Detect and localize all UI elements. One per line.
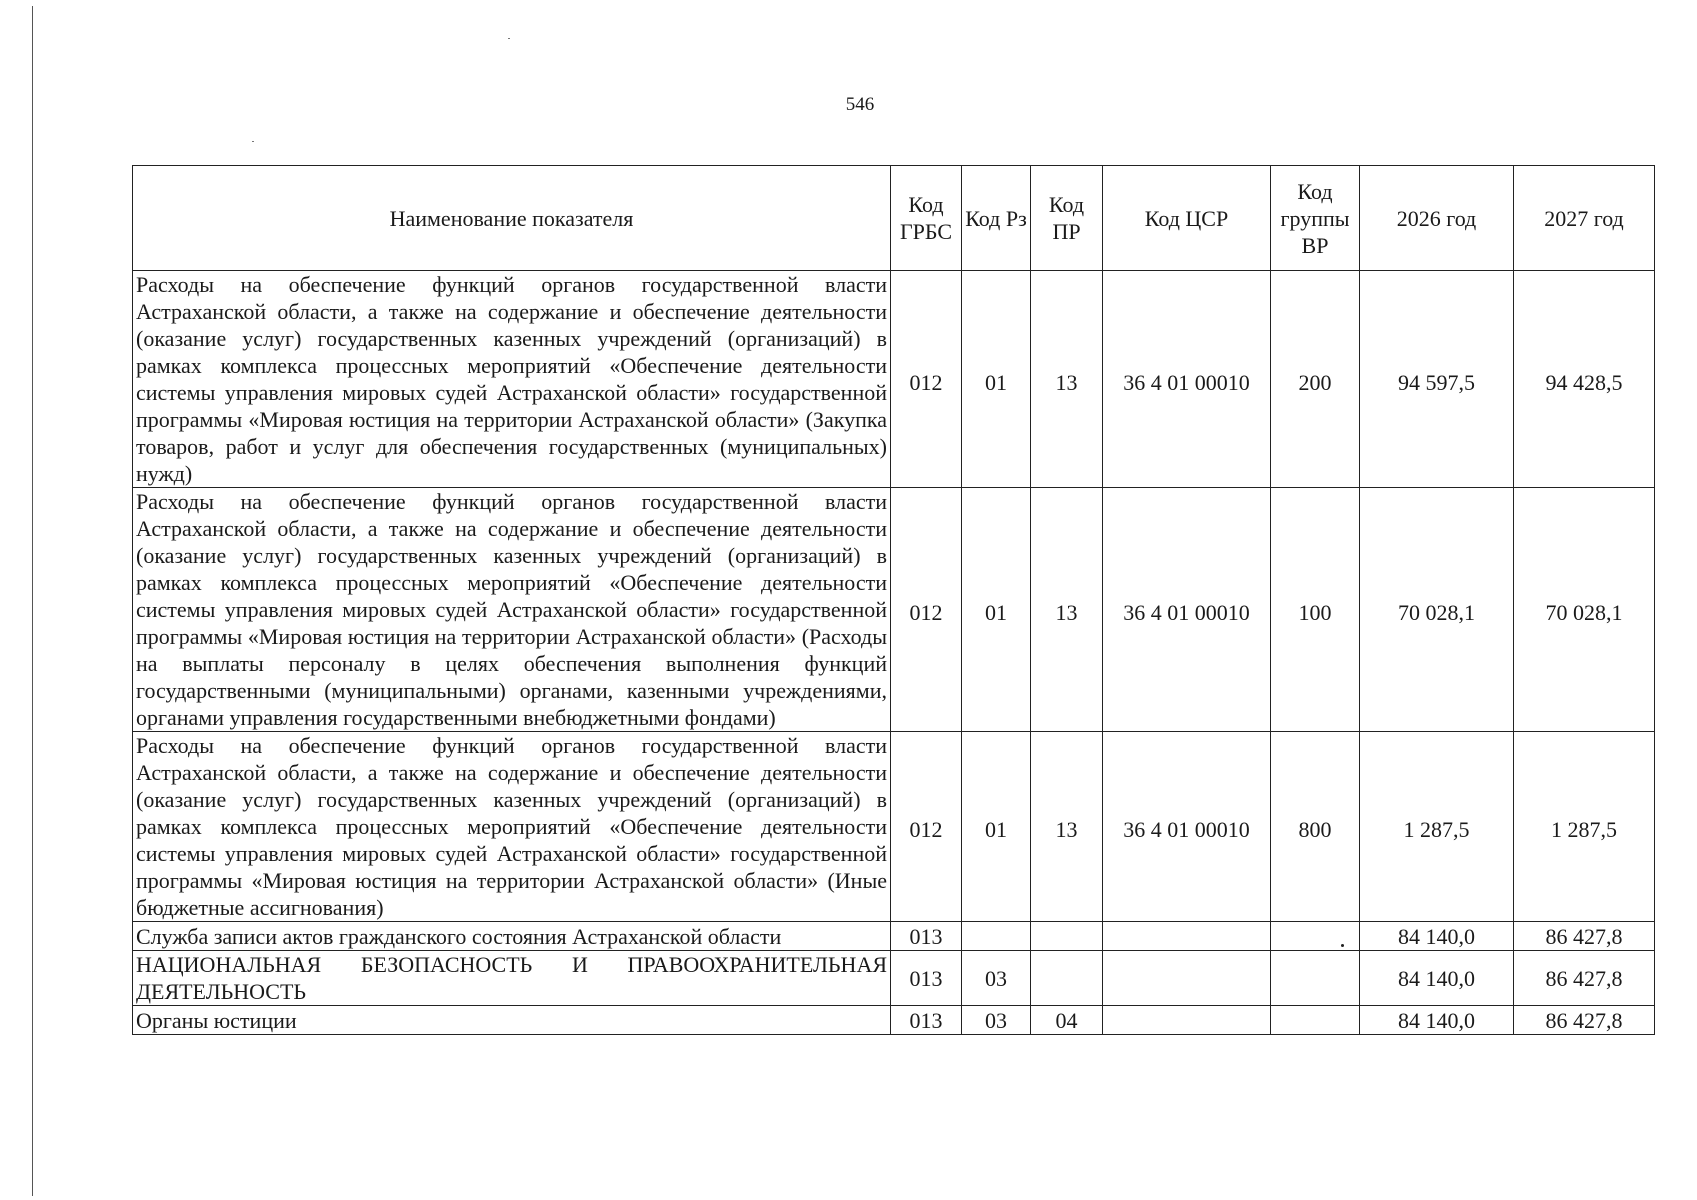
table-row [133,922,1655,951]
scan-dot [1341,944,1344,947]
table-row [133,1006,1655,1035]
row-csr [1103,951,1271,1006]
row-vr: 100 [1271,488,1360,732]
row-vr [1271,951,1360,1006]
row-2027: 70 028,1 [1514,488,1655,732]
binding-margin-line [32,6,33,1196]
row-pr: 13 [1031,488,1103,732]
row-rz: 01 [962,488,1031,732]
row-2027: 86 427,8 [1514,1006,1655,1035]
row-grbs: 012 [891,488,962,732]
table-row [133,732,1655,922]
row-2026: 70 028,1 [1360,488,1514,732]
row-pr [1031,951,1103,1006]
row-vr [1271,1006,1360,1035]
scan-speck [508,38,510,39]
row-name: Расходы на обеспечение функций органов государственной власти Астраханской области, а также на содержание и обеспечение деятельности (оказание услуг) государственных казенных учреждений (организаций) в рамках комплекса процессных мероприятий «Обеспечение деятельности системы управления мировых судей Астраханской области» государственной программы «Мировая юстиция на территории Астраханской области» (Расходы на выплаты персоналу в целях обеспечения выполнения функций государственными (муниципальными) органами, казенными учреждениями, органами управления государственными внебюджетными фондами) [133,488,891,732]
table-header-row [133,166,1655,271]
row-pr: 13 [1031,271,1103,488]
row-name: Органы юстиции [133,1006,891,1035]
row-vr: 200 [1271,271,1360,488]
row-2027: 86 427,8 [1514,951,1655,1006]
header-grbs: Код ГРБС [891,166,962,271]
row-grbs: 013 [891,922,962,951]
row-csr [1103,1006,1271,1035]
page-number: 546 [845,94,875,115]
row-pr [1031,922,1103,951]
row-pr: 04 [1031,1006,1103,1035]
header-rz: Код Рз [962,166,1031,271]
row-2026: 84 140,0 [1360,951,1514,1006]
row-pr: 13 [1031,732,1103,922]
row-2026: 84 140,0 [1360,1006,1514,1035]
header-name: Наименование показателя [133,166,891,271]
row-csr: 36 4 01 00010 [1103,271,1271,488]
row-grbs: 013 [891,951,962,1006]
row-2026: 1 287,5 [1360,732,1514,922]
row-rz: 03 [962,951,1031,1006]
row-2027: 94 428,5 [1514,271,1655,488]
row-2026: 94 597,5 [1360,271,1514,488]
row-rz: 01 [962,271,1031,488]
row-name: Расходы на обеспечение функций органов государственной власти Астраханской области, а также на содержание и обеспечение деятельности (оказание услуг) государственных казенных учреждений (организаций) в рамках комплекса процессных мероприятий «Обеспечение деятельности системы управления мировых судей Астраханской области» государственной программы «Мировая юстиция на территории Астраханской области» (Иные бюджетные ассигнования) [133,732,891,922]
row-grbs: 012 [891,732,962,922]
row-2026: 84 140,0 [1360,922,1514,951]
row-2027: 1 287,5 [1514,732,1655,922]
table-row [133,951,1655,1006]
row-name: НАЦИОНАЛЬНАЯ БЕЗОПАСНОСТЬ И ПРАВООХРАНИТЕЛЬНАЯ ДЕЯТЕЛЬНОСТЬ [133,951,891,1006]
row-rz: 01 [962,732,1031,922]
row-csr: 36 4 01 00010 [1103,488,1271,732]
header-csr: Код ЦСР [1103,166,1271,271]
row-grbs: 013 [891,1006,962,1035]
row-2027: 86 427,8 [1514,922,1655,951]
row-csr [1103,922,1271,951]
row-rz: 03 [962,1006,1031,1035]
budget-table [132,165,1655,1035]
scan-speck [252,141,254,142]
row-grbs: 012 [891,271,962,488]
header-pr: Код ПР [1031,166,1103,271]
header-vr: Код группы ВР [1271,166,1360,271]
row-rz [962,922,1031,951]
table-row [133,488,1655,732]
header-2026: 2026 год [1360,166,1514,271]
row-vr: 800 [1271,732,1360,922]
row-name: Служба записи актов гражданского состояния Астраханской области [133,922,891,951]
row-name: Расходы на обеспечение функций органов государственной власти Астраханской области, а также на содержание и обеспечение деятельности (оказание услуг) государственных казенных учреждений (организаций) в рамках комплекса процессных мероприятий «Обеспечение деятельности системы управления мировых судей Астраханской области» государственной программы «Мировая юстиция на территории Астраханской области» (Закупка товаров, работ и услуг для обеспечения государственных (муниципальных) нужд) [133,271,891,488]
header-2027: 2027 год [1514,166,1655,271]
table-row [133,271,1655,488]
row-vr [1271,922,1360,951]
row-csr: 36 4 01 00010 [1103,732,1271,922]
